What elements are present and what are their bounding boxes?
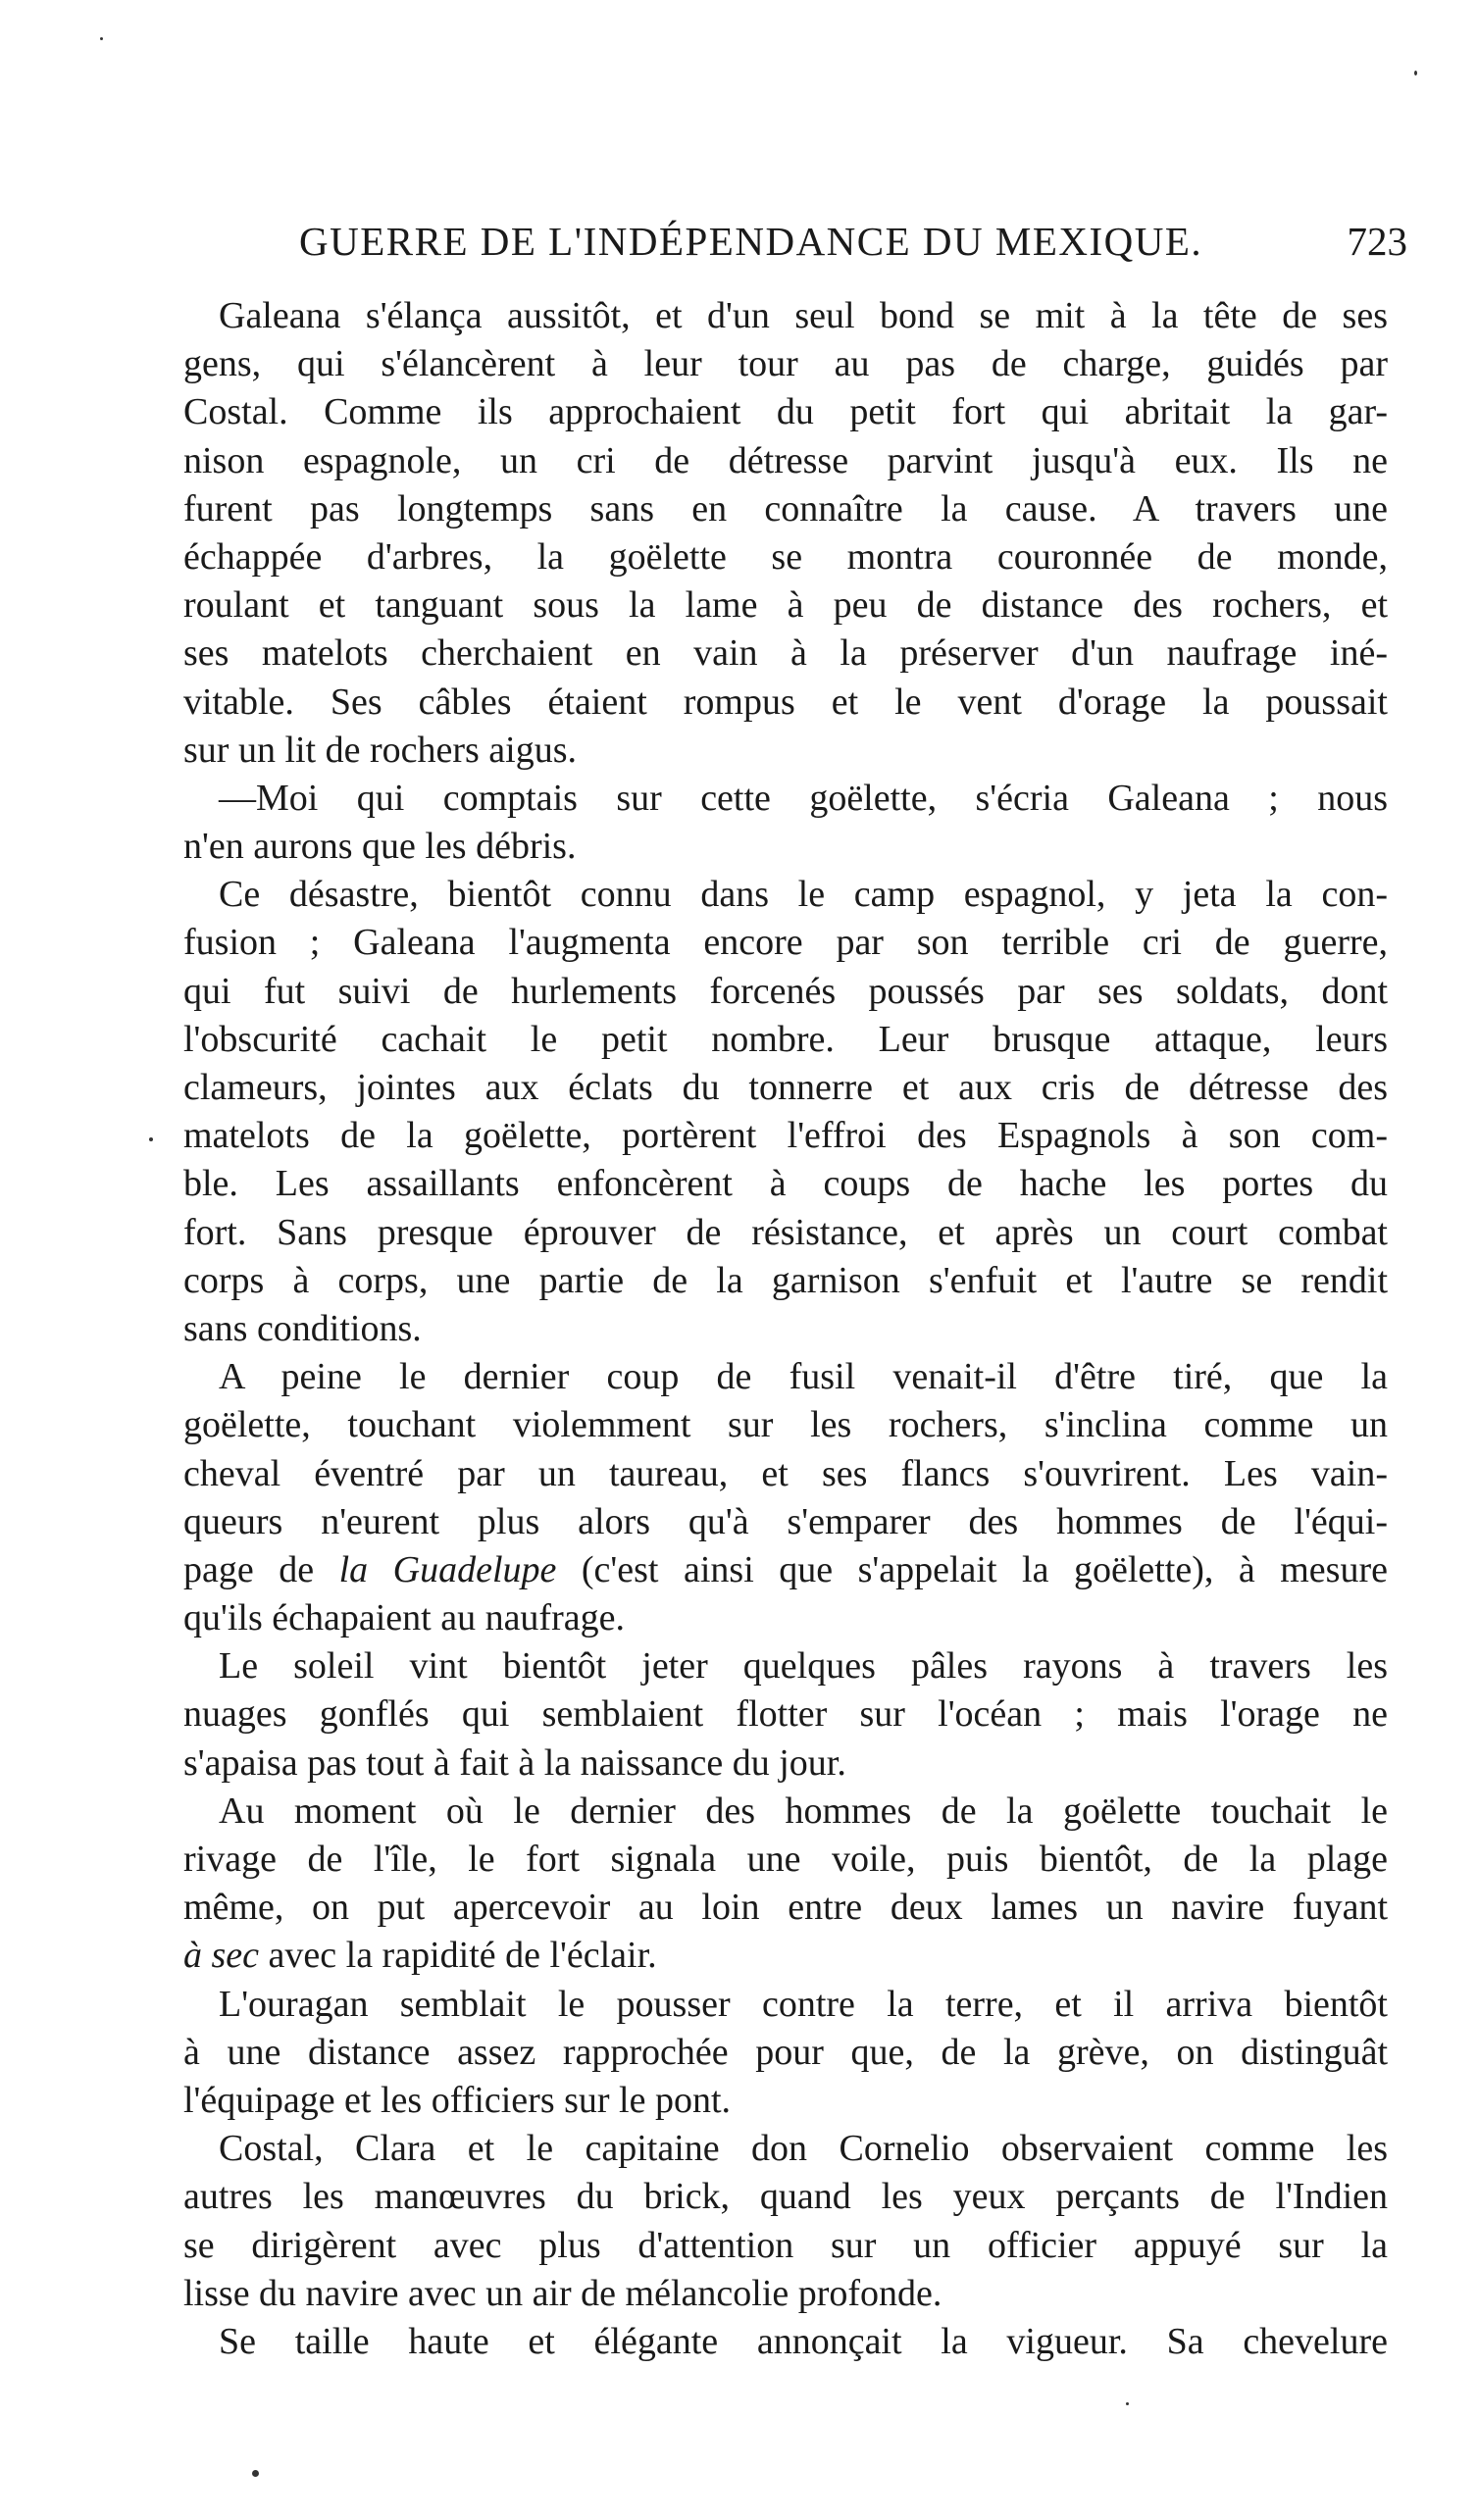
text-line: Galeana s'élança aussitôt, et d'un seul bond se mit à la tête de ses xyxy=(219,295,1388,336)
running-head xyxy=(299,218,1407,277)
paper-speck xyxy=(1126,2402,1129,2405)
text-line: Le soleil vint bientôt jeter quelques pâles rayons à travers les xyxy=(219,1645,1388,1688)
body-text xyxy=(183,292,1388,2366)
text-line: furent pas longtemps sans en connaître la cause. A travers une xyxy=(183,487,1388,529)
page-number: 723 xyxy=(1347,219,1407,264)
text-line: nison espagnole, un cri de détresse parvint jusqu'à eux. Ils ne xyxy=(183,439,1388,481)
paper-speck xyxy=(100,37,103,40)
text-line: cheval éventré par un taureau, et ses flancs s'ouvrirent. Les vain- xyxy=(183,1452,1388,1494)
text-line: même, on put apercevoir au loin entre deux lames un navire fuyant xyxy=(183,1887,1388,1929)
running-title: GUERRE DE L'INDÉPENDANCE DU MEXIQUE. xyxy=(299,219,1203,264)
text-line: sans conditions. xyxy=(183,1307,422,1349)
text-line: Se taille haute et élégante annonçait la vigueur. Sa chevelure xyxy=(219,2320,1388,2362)
italic-text: la Guadelupe xyxy=(338,1548,557,1590)
italic-text: à sec xyxy=(183,1935,260,1977)
text-line: queurs n'eurent plus alors qu'à s'emparer des hommes de l'équi- xyxy=(183,1500,1388,1542)
text-line: corps à corps, une partie de la garnison s'enfuit et l'autre se rendit xyxy=(183,1259,1388,1301)
text-line: matelots de la goëlette, portèrent l'effroi des Espagnols à son com- xyxy=(183,1115,1388,1157)
paper-speck xyxy=(252,2470,259,2477)
text-line: s'apaisa pas tout à fait à la naissance du jour. xyxy=(183,1741,846,1784)
text-line: fusion ; Galeana l'augmenta encore par son terrible cri de guerre, xyxy=(183,922,1388,964)
text-line: autres les manœuvres du brick, quand les yeux perçants de l'Indien xyxy=(183,2176,1388,2218)
text-line: n'en aurons que les débris. xyxy=(183,826,577,868)
text-line: ses matelots cherchaient en vain à la préserver d'un naufrage iné- xyxy=(183,632,1388,675)
text-line: l'équipage et les officiers sur le pont. xyxy=(183,2079,732,2121)
text-line: à sec avec la rapidité de l'éclair. xyxy=(183,1935,657,1977)
text-line: échappée d'arbres, la goëlette se montra couronnée de monde, xyxy=(183,535,1388,578)
text-line: qui fut suivi de hurlements forcenés poussés par ses soldats, dont xyxy=(183,970,1388,1012)
text-line: rivage de l'île, le fort signala une voile, puis bientôt, de la plage xyxy=(183,1839,1388,1880)
text-line: Costal, Clara et le capitaine don Cornelio observaient comme les xyxy=(219,2128,1388,2170)
text-line: ble. Les assaillants enfoncèrent à coups de hache les portes du xyxy=(183,1163,1388,1205)
text-line: —Moi qui comptais sur cette goëlette, s'écria Galeana ; nous xyxy=(219,777,1388,819)
text-line: vitable. Ses câbles étaient rompus et le vent d'orage la poussait xyxy=(183,680,1388,723)
text-line: A peine le dernier coup de fusil venait-il d'être tiré, que la xyxy=(219,1356,1388,1398)
text-line: roulant et tanguant sous la lame à peu de distance des rochers, et xyxy=(183,584,1388,627)
text-line: gens, qui s'élancèrent à leur tour au pas de charge, guidés par xyxy=(183,343,1388,385)
text-line: se dirigèrent avec plus d'attention sur un officier appuyé sur la xyxy=(183,2224,1388,2266)
text-line: L'ouragan semblait le pousser contre la terre, et il arriva bientôt xyxy=(219,1983,1388,2025)
text-line: Costal. Comme ils approchaient du petit fort qui abritait la gar- xyxy=(183,391,1388,433)
text-line: nuages gonflés qui semblaient flotter sur l'océan ; mais l'orage ne xyxy=(183,1693,1388,1736)
paper-speck xyxy=(149,1137,153,1141)
text-line: page de la Guadelupe (c'est ainsi que s'appelait la goëlette), à mesure xyxy=(183,1548,1388,1590)
text-line: clameurs, jointes aux éclats du tonnerre et aux cris de détresse des xyxy=(183,1067,1388,1108)
paper-speck xyxy=(1414,71,1417,76)
text-line: à une distance assez rapprochée pour que, de la grève, on distinguât xyxy=(183,2031,1388,2073)
text-line: goëlette, touchant violemment sur les rochers, s'inclina comme un xyxy=(183,1404,1388,1446)
text-line: sur un lit de rochers aigus. xyxy=(183,729,578,771)
text-line: Ce désastre, bientôt connu dans le camp espagnol, y jeta la con- xyxy=(219,874,1388,916)
text-line: Au moment où le dernier des hommes de la goëlette touchait le xyxy=(219,1789,1388,1832)
text-line: l'obscurité cachait le petit nombre. Leur brusque attaque, leurs xyxy=(183,1018,1388,1060)
text-line: fort. Sans presque éprouver de résistance, et après un court combat xyxy=(183,1211,1388,1253)
text-line: lisse du navire avec un air de mélancolie profonde. xyxy=(183,2272,942,2314)
text-line: qu'ils échapaient au naufrage. xyxy=(183,1597,625,1639)
